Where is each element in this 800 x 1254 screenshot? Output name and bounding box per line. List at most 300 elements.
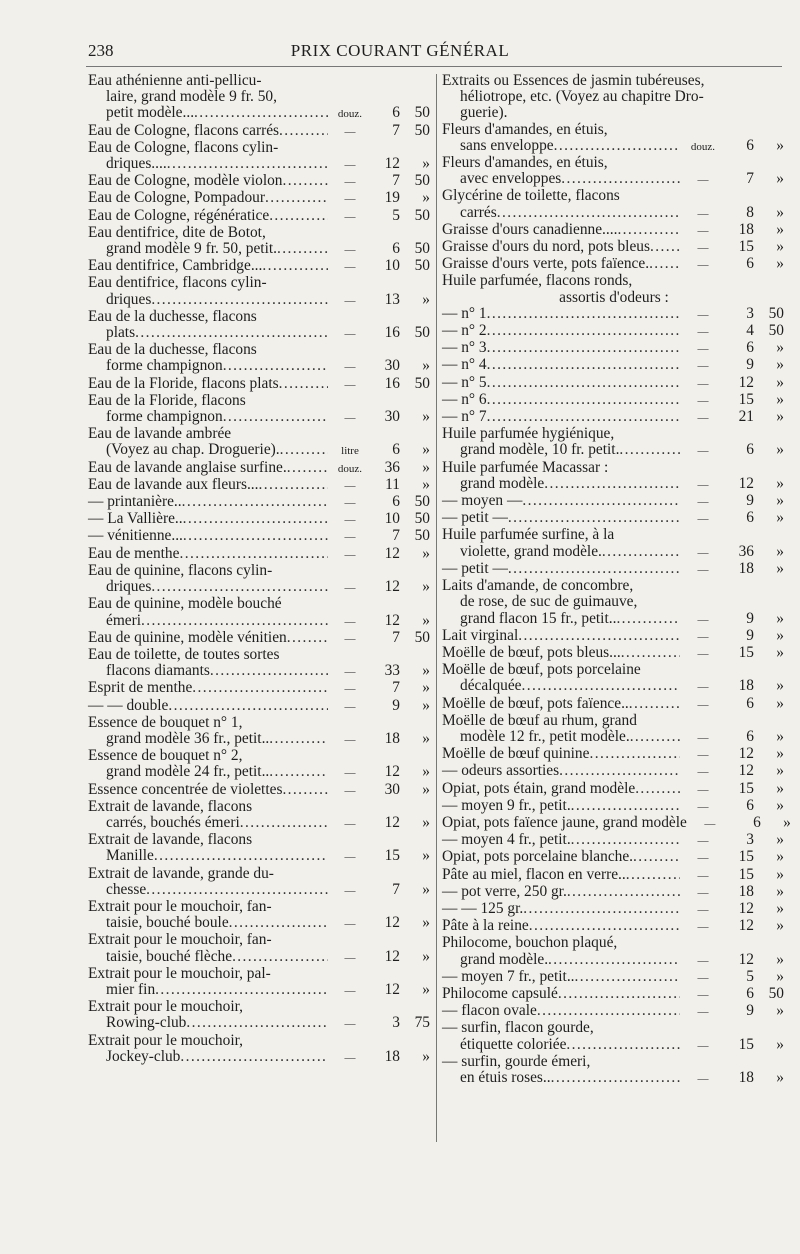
- unit-label: —: [697, 412, 709, 425]
- entry-text: Essence de bouquet n° 1,: [88, 713, 243, 731]
- unit-label: —: [697, 1072, 709, 1085]
- price-francs: 7: [392, 628, 400, 646]
- price-cents: »: [776, 373, 784, 391]
- leader-dots: [179, 546, 328, 562]
- price-francs: 15: [738, 390, 754, 408]
- entry-text: Eau de Cologne, flacons carrés: [88, 121, 280, 139]
- entry-text: forme champignon: [106, 357, 223, 375]
- entry-text: Extrait pour le mouchoir, fan-: [88, 897, 272, 915]
- price-cents: »: [776, 950, 784, 968]
- leader-dots: [279, 376, 328, 392]
- price-cents: »: [422, 357, 430, 375]
- leader-dots: [487, 323, 680, 339]
- price-entry: [442, 73, 786, 122]
- entry-text: Eau de Cologne, modèle violon: [88, 172, 283, 190]
- price-cents: 50: [414, 257, 430, 275]
- entry-text: Eau athénienne anti-pellicu-: [88, 72, 262, 89]
- leader-dots: [571, 798, 680, 814]
- unit-label: —: [344, 244, 356, 257]
- price-cents: »: [422, 847, 430, 865]
- price-francs: 12: [738, 762, 754, 780]
- right-column: [442, 72, 791, 1087]
- unit-label: —: [697, 496, 709, 509]
- entry-text: Fleurs d'amandes, en étuis,: [442, 120, 608, 138]
- unit-label: —: [697, 1039, 709, 1052]
- price-francs: 18: [384, 729, 400, 747]
- price-cents: »: [776, 136, 784, 154]
- price-cents: »: [776, 474, 784, 492]
- price-francs: 7: [392, 527, 400, 545]
- price-francs: 12: [384, 763, 400, 781]
- leader-dots: [561, 171, 680, 187]
- leader-dots: [554, 138, 680, 154]
- price-francs: 7: [392, 121, 400, 139]
- entry-text: mier fin: [106, 980, 156, 998]
- price-entry: [442, 155, 786, 188]
- leader-dots: [559, 763, 680, 779]
- unit-label: —: [344, 294, 356, 307]
- leader-dots: [602, 544, 680, 560]
- leader-dots: [571, 832, 680, 848]
- price-entry: [88, 630, 432, 647]
- price-francs: 21: [738, 408, 754, 426]
- price-francs: 30: [384, 408, 400, 426]
- unit-label: —: [344, 784, 356, 797]
- price-cents: »: [776, 677, 784, 695]
- entry-text: Eau de menthe: [88, 544, 180, 562]
- entry-text: — moyen 7 fr., petit..: [442, 967, 575, 985]
- unit-label: —: [344, 884, 356, 897]
- price-cents: »: [776, 694, 784, 712]
- unit-label: —: [344, 514, 356, 527]
- price-entry: [442, 867, 786, 884]
- entry-text: Jockey-club: [106, 1047, 181, 1065]
- price-francs: 12: [384, 980, 400, 998]
- leader-dots: [529, 918, 680, 934]
- price-entry: [442, 256, 786, 273]
- price-francs: 30: [384, 780, 400, 798]
- unit-label: —: [697, 749, 709, 762]
- entry-text: Extraits ou Essences de jasmin tubéreuses,: [442, 72, 705, 89]
- leader-dots: [280, 442, 328, 458]
- entry-text: — petit —: [442, 559, 508, 577]
- leader-dots: [155, 982, 328, 998]
- entry-text: grand flacon 15 fr., petit..: [460, 609, 617, 627]
- price-entry: [442, 645, 786, 662]
- price-francs: 15: [738, 865, 754, 883]
- price-entry: [88, 528, 432, 545]
- unit-label: —: [697, 766, 709, 779]
- leader-dots: [192, 680, 328, 696]
- entry-text: Graisse d'ours du nord, pots bleus: [442, 238, 650, 256]
- entry-text: grand modèle: [460, 474, 545, 492]
- price-francs: 15: [384, 847, 400, 865]
- entry-text: Opiat, pots porcelaine blanche.: [442, 848, 634, 866]
- unit-label: —: [344, 531, 356, 544]
- unit-label: —: [697, 681, 709, 694]
- leader-dots: [182, 494, 328, 510]
- price-entry: [442, 375, 786, 392]
- price-entry: [88, 680, 432, 697]
- entry-text: Eau dentifrice, Cambridge...: [88, 257, 263, 275]
- price-francs: 6: [392, 240, 400, 258]
- entry-text: laire, grand modèle 9 fr. 50,: [106, 88, 277, 106]
- leader-dots: [523, 901, 680, 917]
- unit-label: —: [344, 125, 356, 138]
- price-cents: »: [422, 544, 430, 562]
- unit-label: douz.: [690, 140, 716, 153]
- entry-text: Extrait pour le mouchoir, pal-: [88, 964, 271, 982]
- price-entry: [442, 239, 786, 256]
- unit-label: —: [697, 903, 709, 916]
- price-entry: [88, 511, 432, 528]
- entry-text: Rowing-club: [106, 1014, 187, 1032]
- entry-text: driques....: [106, 155, 167, 173]
- price-francs: 3: [746, 831, 754, 849]
- price-cents: »: [776, 1035, 784, 1053]
- leader-dots: [265, 190, 328, 206]
- entry-text: plats: [106, 324, 136, 342]
- leader-dots: [232, 949, 328, 965]
- entry-text: Moëlle de bœuf, pots faïence..: [442, 694, 629, 712]
- entry-text: Moëlle de bœuf, pots bleus...: [442, 643, 621, 661]
- unit-label: —: [697, 259, 709, 272]
- price-cents: »: [776, 170, 784, 188]
- price-cents: »: [422, 578, 430, 596]
- unit-label: —: [344, 210, 356, 223]
- entry-text: — n° 4: [442, 356, 487, 374]
- leader-dots: [589, 746, 680, 762]
- unit-label: —: [344, 1018, 356, 1031]
- price-cents: 75: [414, 1014, 430, 1032]
- entry-text: Eau de lavande anglaise surfine.: [88, 458, 287, 476]
- leader-dots: [262, 258, 328, 274]
- leader-dots: [629, 696, 680, 712]
- price-entry: [442, 340, 786, 357]
- price-francs: 18: [384, 1047, 400, 1065]
- entry-text: — n° 2: [442, 322, 487, 340]
- entry-text: — surfin, flacon gourde,: [442, 1019, 594, 1037]
- leader-dots: [135, 325, 328, 341]
- leader-dots: [548, 952, 680, 968]
- entry-text: héliotrope, etc. (Voyez au chapitre Dro-: [460, 88, 704, 106]
- price-cents: »: [776, 408, 784, 426]
- unit-label: —: [344, 683, 356, 696]
- price-cents: »: [776, 492, 784, 510]
- price-cents: »: [422, 475, 430, 493]
- leader-dots: [223, 358, 328, 374]
- unit-label: —: [344, 733, 356, 746]
- price-cents: »: [422, 290, 430, 308]
- unit-label: —: [697, 731, 709, 744]
- price-francs: 18: [738, 1068, 754, 1086]
- entry-text: Extrait de lavande, flacons: [88, 831, 253, 849]
- unit-label: —: [344, 497, 356, 510]
- entry-text: carrés: [460, 203, 497, 221]
- unit-label: —: [344, 1051, 356, 1064]
- price-francs: 6: [746, 796, 754, 814]
- leader-dots: [154, 848, 328, 864]
- price-entry: [88, 563, 432, 596]
- leader-dots: [522, 678, 680, 694]
- price-francs: 12: [738, 899, 754, 917]
- leader-dots: [522, 493, 680, 509]
- price-cents: »: [422, 980, 430, 998]
- price-cents: »: [422, 662, 430, 680]
- price-francs: 12: [384, 914, 400, 932]
- price-entry: [442, 493, 786, 510]
- entry-text: chesse: [106, 880, 147, 898]
- unit-label: —: [697, 852, 709, 865]
- price-cents: »: [776, 509, 784, 527]
- entry-text: flacons diamants: [106, 662, 210, 680]
- price-francs: 13: [384, 290, 400, 308]
- entry-text: (Voyez au chap. Droguerie).: [106, 441, 280, 459]
- price-francs: 12: [384, 813, 400, 831]
- price-entry: [88, 477, 432, 494]
- entry-text: avec enveloppes: [460, 170, 562, 188]
- price-cents: »: [783, 813, 791, 831]
- price-entry: [88, 799, 432, 832]
- unit-label: —: [344, 700, 356, 713]
- unit-label: —: [697, 224, 709, 237]
- leader-dots: [487, 306, 680, 322]
- entry-text: sans enveloppe: [460, 136, 554, 154]
- leader-dots: [497, 205, 680, 221]
- unit-label: —: [697, 394, 709, 407]
- price-cents: 50: [414, 374, 430, 392]
- unit-label: —: [697, 988, 709, 1001]
- price-francs: 6: [746, 694, 754, 712]
- price-entry: [88, 173, 432, 190]
- unit-label: —: [697, 835, 709, 848]
- leader-dots: [269, 208, 328, 224]
- leader-dots: [186, 1015, 328, 1031]
- price-francs: 8: [746, 203, 754, 221]
- price-francs: 30: [384, 357, 400, 375]
- price-entry: [88, 647, 432, 680]
- leader-dots: [508, 510, 680, 526]
- price-entry: [88, 546, 432, 563]
- price-cents: »: [422, 458, 430, 476]
- leader-dots: [223, 409, 328, 425]
- price-francs: 36: [738, 542, 754, 560]
- entry-text: Huile parfumée hygiénique,: [442, 425, 615, 443]
- entry-text: — petit —: [442, 509, 508, 527]
- price-cents: »: [776, 1002, 784, 1020]
- price-cents: »: [776, 831, 784, 849]
- entry-text: en étuis roses..: [460, 1068, 551, 1086]
- leader-dots: [146, 882, 328, 898]
- entry-text: Eau de lavande ambrée: [88, 425, 232, 443]
- entry-text: Moëlle de bœuf, pots porcelaine: [442, 661, 641, 679]
- price-cents: »: [422, 408, 430, 426]
- price-entry: [442, 392, 786, 409]
- price-entry: [442, 662, 786, 695]
- entry-text: — printanière..: [88, 493, 182, 511]
- price-francs: 7: [392, 172, 400, 190]
- price-francs: 9: [746, 1002, 754, 1020]
- price-entry: [88, 376, 432, 393]
- entry-text: Lait virginal: [442, 626, 519, 644]
- unit-label: —: [697, 343, 709, 356]
- price-entry: [88, 782, 432, 799]
- unit-label: —: [697, 242, 709, 255]
- entry-text: Essence concentrée de violettes: [88, 780, 283, 798]
- entry-text: Eau dentifrice, flacons cylin-: [88, 274, 267, 292]
- price-francs: 15: [738, 1035, 754, 1053]
- price-entry: [442, 460, 786, 493]
- unit-label: —: [344, 479, 356, 492]
- unit-label: —: [344, 984, 356, 997]
- column-divider: [436, 74, 437, 1142]
- leader-dots: [282, 782, 328, 798]
- price-entry: [88, 494, 432, 511]
- entry-text: — moyen —: [442, 492, 523, 510]
- price-cents: »: [776, 865, 784, 883]
- entry-text: étiquette coloriée: [460, 1035, 567, 1053]
- unit-label: —: [344, 817, 356, 830]
- price-cents: 50: [414, 172, 430, 190]
- unit-label: —: [697, 360, 709, 373]
- entry-text: Eau de la Floride, flacons plats: [88, 374, 279, 392]
- price-francs: 15: [738, 643, 754, 661]
- entry-text: Esprit de menthe: [88, 679, 193, 697]
- leader-dots: [183, 528, 328, 544]
- unit-label: —: [344, 412, 356, 425]
- price-francs: 12: [384, 155, 400, 173]
- entry-text: Eau de Cologne, régénératice: [88, 206, 270, 224]
- entry-text: Essence de bouquet n° 2,: [88, 747, 243, 765]
- leader-dots: [551, 1070, 680, 1086]
- price-entry: [88, 932, 432, 965]
- price-entry: [442, 527, 786, 560]
- entry-text: Extrait pour le mouchoir,: [88, 1031, 243, 1049]
- price-cents: »: [422, 729, 430, 747]
- unit-label: —: [697, 971, 709, 984]
- price-cents: »: [776, 220, 784, 238]
- price-entry: [88, 698, 432, 715]
- leader-dots: [544, 476, 680, 492]
- entry-text: Opiat, pots faïence jaune, grand modèle: [442, 813, 687, 831]
- price-cents: »: [776, 339, 784, 357]
- leader-dots: [487, 340, 680, 356]
- price-francs: 7: [392, 679, 400, 697]
- entry-text: grand modèle 9 fr. 50, petit.: [106, 240, 277, 258]
- price-cents: »: [776, 1068, 784, 1086]
- price-entry: [442, 561, 786, 578]
- price-cents: 50: [414, 121, 430, 139]
- entry-text: Extrait de lavande, flacons: [88, 797, 253, 815]
- price-francs: 6: [746, 509, 754, 527]
- price-entry: [88, 258, 432, 275]
- price-francs: 16: [384, 374, 400, 392]
- entry-text: petit modèle...: [106, 104, 195, 122]
- price-cents: »: [776, 779, 784, 797]
- price-cents: »: [776, 390, 784, 408]
- leader-dots: [269, 731, 328, 747]
- unit-label: litre: [341, 445, 359, 458]
- price-francs: 3: [746, 304, 754, 322]
- leader-dots: [617, 222, 680, 238]
- price-cents: »: [776, 967, 784, 985]
- price-cents: »: [776, 609, 784, 627]
- price-cents: »: [422, 611, 430, 629]
- price-francs: 18: [738, 677, 754, 695]
- entry-text: — flacon ovale: [442, 1002, 537, 1020]
- leader-dots: [141, 613, 328, 629]
- price-francs: 15: [738, 238, 754, 256]
- price-entry: [88, 596, 432, 629]
- leader-dots: [616, 611, 680, 627]
- entry-text: Moëlle de bœuf au rhum, grand: [442, 711, 637, 729]
- price-cents: »: [776, 643, 784, 661]
- leader-dots: [487, 357, 680, 373]
- price-francs: 18: [738, 882, 754, 900]
- price-francs: 3: [392, 1014, 400, 1032]
- price-entry: [442, 986, 786, 1003]
- leader-dots: [194, 105, 328, 121]
- leader-dots: [630, 729, 680, 745]
- price-cents: »: [422, 914, 430, 932]
- price-francs: 33: [384, 662, 400, 680]
- unit-label: —: [697, 445, 709, 458]
- leader-dots: [269, 764, 328, 780]
- page-title: PRIX COURANT GÉNÉRAL: [290, 41, 510, 60]
- entry-text: Eau de Cologne, Pompadour: [88, 189, 265, 207]
- entry-text: Eau de la Floride, flacons: [88, 391, 246, 409]
- entry-text: Glycérine de toilette, flacons: [442, 187, 620, 205]
- leader-dots: [621, 645, 680, 661]
- price-cents: »: [776, 899, 784, 917]
- price-entry: [88, 342, 432, 375]
- price-entry: [88, 208, 432, 225]
- entry-text: modèle 12 fr., petit modèle.: [460, 727, 630, 745]
- price-francs: 36: [384, 458, 400, 476]
- entry-text: Huile parfumée Macassar :: [442, 458, 609, 476]
- leader-dots: [259, 477, 328, 493]
- entry-text: Huile parfumée, flacons ronds,: [442, 272, 633, 290]
- leader-dots: [633, 849, 680, 865]
- price-entry: [88, 73, 432, 123]
- price-francs: 6: [746, 255, 754, 273]
- price-francs: 12: [384, 947, 400, 965]
- leader-dots: [558, 986, 680, 1002]
- entry-text: Extrait pour le mouchoir, fan-: [88, 931, 272, 949]
- leader-dots: [487, 375, 680, 391]
- entry-text: Eau de la duchesse, flacons: [88, 307, 257, 325]
- price-cents: »: [776, 559, 784, 577]
- price-entry: [442, 426, 786, 459]
- price-francs: 9: [746, 609, 754, 627]
- price-francs: 7: [392, 880, 400, 898]
- entry-text: Graisse d'ours canadienne....: [442, 220, 618, 238]
- unit-label: —: [697, 647, 709, 660]
- price-entry: [442, 696, 786, 713]
- price-francs: 9: [746, 626, 754, 644]
- price-cents: 50: [414, 628, 430, 646]
- leader-dots: [277, 241, 328, 257]
- unit-label: —: [344, 582, 356, 595]
- price-francs: 6: [746, 339, 754, 357]
- entry-text: — pot verre, 250 gr.: [442, 882, 567, 900]
- price-cents: 50: [768, 322, 784, 340]
- entry-text: grand modèle.: [460, 950, 549, 968]
- leader-dots: [151, 579, 328, 595]
- unit-label: —: [697, 546, 709, 559]
- unit-label: —: [344, 361, 356, 374]
- price-francs: 4: [746, 322, 754, 340]
